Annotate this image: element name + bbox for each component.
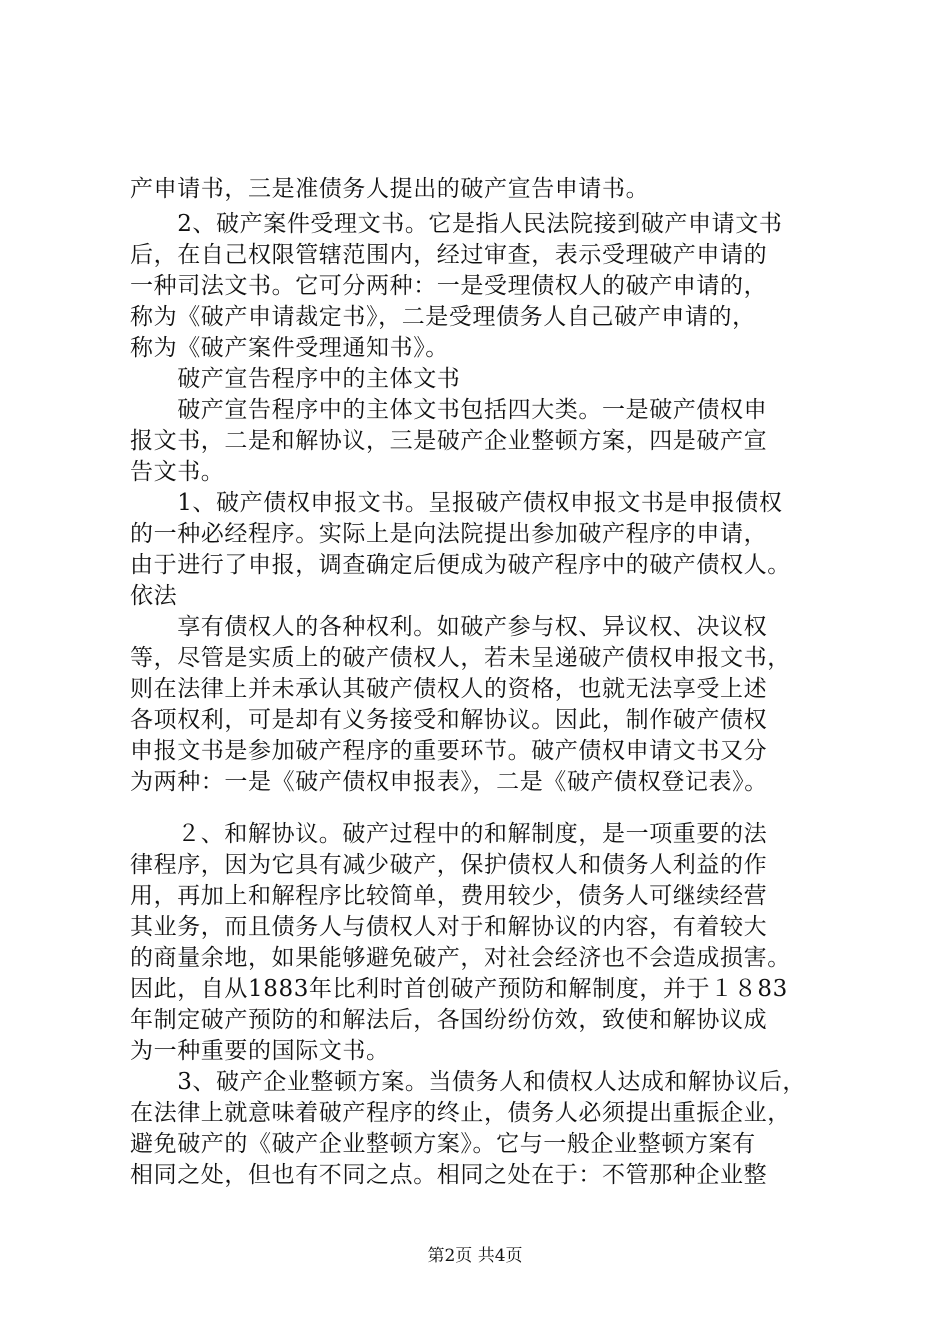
text-line: 破产宣告程序中的主体文书包括四大类。一是破产债权申	[130, 397, 768, 423]
text-line: 相同之处，但也有不同之点。相同之处在于：不管那种企业整	[130, 1162, 768, 1188]
section-heading: 破产宣告程序中的主体文书	[130, 366, 461, 392]
text-line: 称为《破产案件受理通知书》。	[130, 335, 449, 361]
text-line: 申报文书是参加破产程序的重要环节。破产债权申请文书又分	[130, 738, 768, 764]
text-line: 各项权利，可是却有义务接受和解协议。因此，制作破产债权	[130, 707, 768, 733]
text-line: 为一种重要的国际文书。	[130, 1038, 390, 1064]
text-line: 的商量余地，如果能够避免破产，对社会经济也不会造成损害。	[130, 945, 791, 971]
text-line: 为两种：一是《破产债权申报表》，二是《破产债权登记表》。	[130, 769, 768, 795]
text-line: 的一种必经程序。实际上是向法院提出参加破产程序的申请，	[130, 521, 768, 547]
page-number-footer: 第2页 共4页	[427, 1246, 523, 1266]
text-line: 享有债权人的各种权利。如破产参与权、异议权、决议权	[130, 614, 768, 640]
text-line: ２、和解协议。破产过程中的和解制度，是一项重要的法	[130, 821, 768, 847]
text-line: 则在法律上并未承认其破产债权人的资格，也就无法享受上述	[130, 676, 768, 702]
text-line: 产申请书，三是准债务人提出的破产宣告申请书。	[130, 176, 650, 202]
text-line: 等，尽管是实质上的破产债权人，若未呈递破产债权申报文书，	[130, 645, 791, 671]
text-line: 因此，自从1883年比利时首创破产预防和解制度，并于１８83	[130, 976, 788, 1002]
text-line: 其业务，而且债务人与债权人对于和解协议的内容，有着较大	[130, 914, 768, 940]
text-line: 3、破产企业整顿方案。当债务人和债权人达成和解协议后，	[130, 1069, 807, 1095]
text-line: 称为《破产申请裁定书》，二是受理债务人自己破产申请的，	[130, 304, 756, 330]
text-line: 律程序，因为它具有减少破产，保护债权人和债务人利益的作	[130, 852, 768, 878]
text-line: 在法律上就意味着破产程序的终止，债务人必须提出重振企业，	[130, 1100, 791, 1126]
text-line: 后，在自己权限管辖范围内，经过审查，表示受理破产申请的	[130, 242, 768, 268]
text-line: 避免破产的《破产企业整顿方案》。它与一般企业整顿方案有	[130, 1131, 756, 1157]
text-line: 告文书。	[130, 459, 225, 485]
text-line: 1、破产债权申报文书。呈报破产债权申报文书是申报债权	[130, 490, 783, 516]
text-line: 2、破产案件受理文书。它是指人民法院接到破产申请文书	[130, 211, 783, 237]
text-line: 一种司法文书。它可分两种：一是受理债权人的破产申请的，	[130, 273, 768, 299]
text-line: 年制定破产预防的和解法后，各国纷纷仿效，致使和解协议成	[130, 1007, 768, 1033]
text-line: 报文书，二是和解协议，三是破产企业整顿方案，四是破产宣	[130, 428, 768, 454]
text-line: 依法	[130, 583, 178, 609]
text-line: 用，再加上和解程序比较简单，费用较少，债务人可继续经营	[130, 883, 768, 909]
text-line: 由于进行了申报，调查确定后便成为破产程序中的破产债权人。	[130, 552, 791, 578]
